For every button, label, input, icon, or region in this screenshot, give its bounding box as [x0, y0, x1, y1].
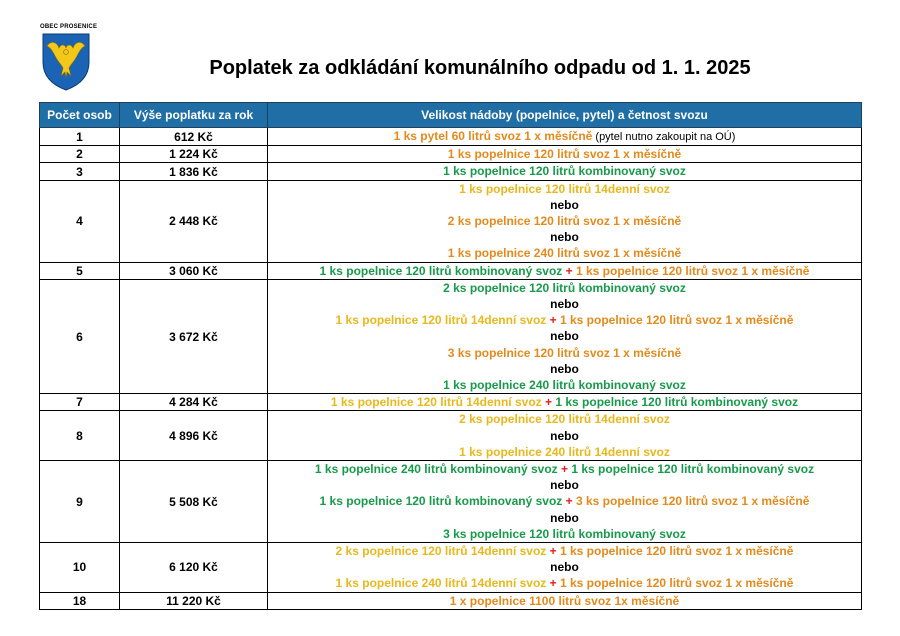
container-options-cell: [268, 279, 862, 393]
option-note: (pytel nutno zakoupit na OÚ): [592, 131, 736, 143]
fee-cell: 1 224 Kč: [120, 146, 268, 163]
container-options-cell: [268, 461, 862, 543]
table-row: [40, 163, 862, 180]
option-text: 1 ks popelnice 120 litrů kombinovaný svoz: [555, 395, 799, 410]
option-text: 1 x popelnice 1100 litrů svoz 1x měsíčně: [449, 593, 680, 608]
table-row: [40, 262, 862, 279]
option-line: [268, 575, 861, 591]
fee-cell: 5 508 Kč: [120, 461, 268, 543]
fee-table: [39, 102, 862, 610]
page-title: Poplatek za odkládání komunálního odpadu od 1. 1. 2025: [209, 57, 751, 79]
option-line: [268, 510, 861, 526]
plus-sign: +: [562, 263, 576, 278]
table-row: [40, 279, 862, 393]
column-header-container: Velikost nádoby (popelnice, pytel) a četnost svozu: [268, 103, 862, 128]
option-line: [268, 444, 861, 460]
option-text: 1 ks popelnice 120 litrů 14denní svoz: [459, 181, 670, 196]
plus-sign: +: [546, 313, 560, 328]
option-line: [268, 296, 861, 312]
option-text: 2 ks popelnice 120 litrů 14denní svoz: [335, 544, 547, 559]
table-header-row: [40, 103, 862, 128]
option-text: 1 ks popelnice 240 litrů svoz 1 x měsíčně: [447, 246, 682, 261]
or-separator: nebo: [550, 428, 579, 443]
fee-cell: 3 060 Kč: [120, 262, 268, 279]
option-text: 1 ks popelnice 120 litrů kombinovaný svoz: [319, 494, 563, 509]
plus-sign: +: [541, 395, 556, 410]
container-options-cell: [268, 543, 862, 593]
persons-cell: 1: [40, 128, 120, 146]
option-text: 3 ks popelnice 120 litrů svoz 1 x měsíčně: [575, 494, 810, 509]
option-line: [268, 128, 861, 145]
option-line: [268, 477, 861, 493]
or-separator: nebo: [550, 297, 579, 312]
option-line: [268, 493, 861, 509]
option-text: 3 ks popelnice 120 litrů kombinovaný svoz: [443, 526, 686, 541]
table-body: [40, 128, 862, 610]
option-text: 1 ks popelnice 240 litrů 14denní svoz: [459, 444, 670, 459]
table-row: [40, 180, 862, 262]
option-line: [268, 197, 861, 213]
plus-sign: +: [546, 576, 560, 591]
table-row: [40, 394, 862, 411]
fee-cell: 2 448 Kč: [120, 180, 268, 262]
fee-cell: 4 896 Kč: [120, 411, 268, 461]
persons-cell: 18: [40, 592, 120, 609]
or-separator: nebo: [550, 560, 579, 575]
option-text: 1 ks popelnice 120 litrů svoz 1 x měsíčně: [559, 544, 794, 559]
plus-sign: +: [546, 544, 560, 559]
option-text: 1 ks pytel 60 litrů svoz 1 x měsíčně: [393, 129, 593, 143]
option-text: 1 ks popelnice 120 litrů 14denní svoz: [330, 395, 542, 410]
logo-text: OBEC PROSENICE: [40, 24, 98, 30]
persons-cell: 7: [40, 394, 120, 411]
fee-cell: 4 284 Kč: [120, 394, 268, 411]
persons-cell: 4: [40, 180, 120, 262]
option-text: 1 ks popelnice 240 litrů kombinovaný svoz: [443, 378, 686, 393]
column-header-persons: Počet osob: [40, 103, 120, 128]
container-options-cell: [268, 394, 862, 411]
or-separator: nebo: [550, 197, 579, 212]
option-text: 1 ks popelnice 120 litrů svoz 1 x měsíčně: [447, 147, 682, 162]
fee-cell: 11 220 Kč: [120, 592, 268, 609]
option-text: 3 ks popelnice 120 litrů svoz 1 x měsíčně: [447, 345, 682, 360]
option-line: [268, 411, 861, 427]
plus-sign: +: [557, 462, 572, 477]
option-line: [268, 526, 861, 542]
option-line: [268, 361, 861, 377]
persons-cell: 6: [40, 279, 120, 393]
column-header-fee: Výše poplatku za rok: [120, 103, 268, 128]
table-row: [40, 592, 862, 609]
option-text: 1 ks popelnice 120 litrů svoz 1 x měsíčně: [559, 576, 794, 591]
option-text: 1 ks popelnice 120 litrů svoz 1 x měsíčně: [559, 313, 794, 328]
plus-sign: +: [562, 494, 576, 509]
persons-cell: 5: [40, 262, 120, 279]
fee-cell: 612 Kč: [120, 128, 268, 146]
option-text: 2 ks popelnice 120 litrů kombinovaný svoz: [443, 280, 686, 295]
or-separator: nebo: [550, 361, 579, 376]
option-line: [268, 428, 861, 444]
fee-cell: 1 836 Kč: [120, 163, 268, 180]
table-row: [40, 411, 862, 461]
option-line: [268, 593, 861, 609]
option-text: 2 ks popelnice 120 litrů 14denní svoz: [459, 412, 670, 427]
option-text: 1 ks popelnice 120 litrů 14denní svoz: [335, 313, 547, 328]
container-options-cell: [268, 592, 862, 609]
option-line: [268, 461, 861, 477]
persons-cell: 10: [40, 543, 120, 593]
option-text: 1 ks popelnice 120 litrů kombinovaný svoz: [319, 263, 563, 278]
or-separator: nebo: [550, 478, 579, 493]
or-separator: nebo: [550, 510, 579, 525]
container-options-cell: [268, 163, 862, 180]
persons-cell: 2: [40, 146, 120, 163]
fee-cell: 3 672 Kč: [120, 279, 268, 393]
option-text: 2 ks popelnice 120 litrů svoz 1 x měsíčně: [447, 214, 682, 229]
option-line: [268, 163, 861, 179]
persons-cell: 3: [40, 163, 120, 180]
option-line: [268, 245, 861, 261]
option-line: [268, 146, 861, 162]
persons-cell: 9: [40, 461, 120, 543]
option-line: [268, 559, 861, 575]
table-row: [40, 461, 862, 543]
option-line: [268, 377, 861, 393]
option-line: [268, 213, 861, 229]
container-options-cell: [268, 146, 862, 163]
fee-cell: 6 120 Kč: [120, 543, 268, 593]
option-line: [268, 263, 861, 279]
container-options-cell: [268, 128, 862, 146]
option-line: [268, 394, 861, 410]
option-text: 1 ks popelnice 120 litrů kombinovaný svoz: [443, 164, 686, 179]
option-line: [268, 543, 861, 559]
option-line: [268, 345, 861, 361]
option-line: [268, 312, 861, 328]
option-text: 1 ks popelnice 240 litrů 14denní svoz: [335, 576, 547, 591]
option-text: 1 ks popelnice 240 litrů kombinovaný svoz: [314, 462, 558, 477]
container-options-cell: [268, 180, 862, 262]
option-line: [268, 328, 861, 344]
table-row: [40, 128, 862, 146]
container-options-cell: [268, 262, 862, 279]
option-line: [268, 229, 861, 245]
persons-cell: 8: [40, 411, 120, 461]
option-text: 1 ks popelnice 120 litrů kombinovaný svoz: [571, 462, 815, 477]
or-separator: nebo: [550, 329, 579, 344]
table-row: [40, 146, 862, 163]
option-line: [268, 181, 861, 197]
or-separator: nebo: [550, 230, 579, 245]
table-row: [40, 543, 862, 593]
option-line: [268, 280, 861, 296]
container-options-cell: [268, 411, 862, 461]
option-text: 1 ks popelnice 120 litrů svoz 1 x měsíčně: [575, 263, 810, 278]
